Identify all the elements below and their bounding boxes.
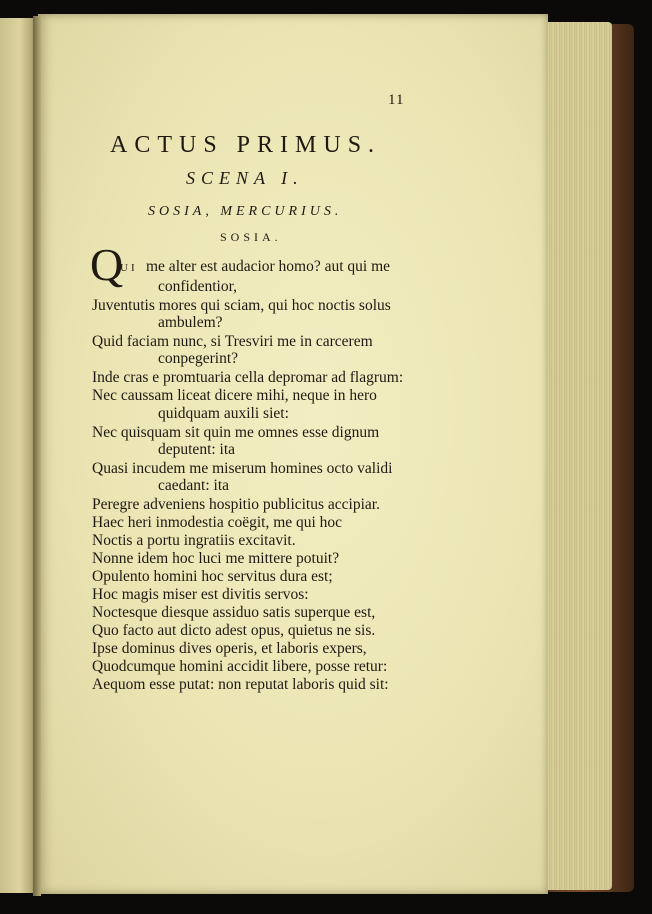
drop-cap-rest: UI	[120, 262, 138, 274]
scene-heading: SCENA I.	[186, 168, 304, 188]
verse-line: Inde cras e promtuaria cella depromar ad flagrum:	[92, 369, 404, 386]
verse-line: Hoc magis miser est divitis servos:	[92, 586, 309, 603]
verse-line: Ipse dominus dives operis, et laboris expers,	[92, 640, 367, 657]
page-number: 11	[388, 92, 405, 108]
verse-line: Nec quisquam sit quin me omnes esse dignum	[92, 424, 380, 441]
verse-line: deputent: ita	[158, 441, 236, 458]
speaker-name: SOSIA.	[220, 230, 282, 244]
page-gutter	[33, 16, 41, 896]
verse-line: quidquam auxili siet:	[158, 405, 289, 422]
verse-line: Juventutis mores qui sciam, qui hoc noctis solus	[92, 297, 391, 314]
verse-line: Quasi incudem me miserum homines octo validi	[92, 460, 393, 477]
verse-line: Noctis a portu ingratiis excitavit.	[92, 532, 296, 549]
verse-line: Quodcumque homini accidit libere, posse retur:	[92, 658, 388, 675]
verse-line: Peregre adveniens hospitio publicitus accipiar.	[92, 496, 380, 513]
verse-line: ambulem?	[158, 314, 223, 331]
characters-heading: SOSIA, MERCURIUS.	[148, 204, 343, 219]
verse-line: Quid faciam nunc, si Tresviri me in carcerem	[92, 333, 373, 350]
drop-cap-letter: Q	[90, 239, 124, 290]
verse-line: Haec heri inmodestia coëgit, me qui hoc	[92, 514, 343, 531]
verse-line: Aequom esse putat: non reputat laboris quid sit:	[92, 676, 389, 693]
page-stack-edge	[540, 22, 612, 890]
verse-line: confidentior,	[158, 278, 238, 295]
verse-text	[38, 14, 548, 894]
verse-line: caedant: ita	[158, 477, 229, 494]
verse-line: Noctesque diesque assiduo satis superque est,	[92, 604, 376, 621]
verse-line: conpegerint?	[158, 350, 239, 367]
verse-line: me alter est audacior homo? aut qui me	[146, 258, 391, 275]
verse-line: Nec caussam liceat dicere mihi, neque in hero	[92, 387, 377, 404]
verse-line: Nonne idem hoc luci me mittere potuit?	[92, 550, 340, 567]
book-page	[38, 14, 548, 894]
left-page-edge	[0, 18, 36, 893]
verse-line: Opulento homini hoc servitus dura est;	[92, 568, 333, 585]
verse-line: Quo facto aut dicto adest opus, quietus ne sis.	[92, 622, 376, 639]
act-heading: ACTUS PRIMUS.	[110, 132, 382, 158]
